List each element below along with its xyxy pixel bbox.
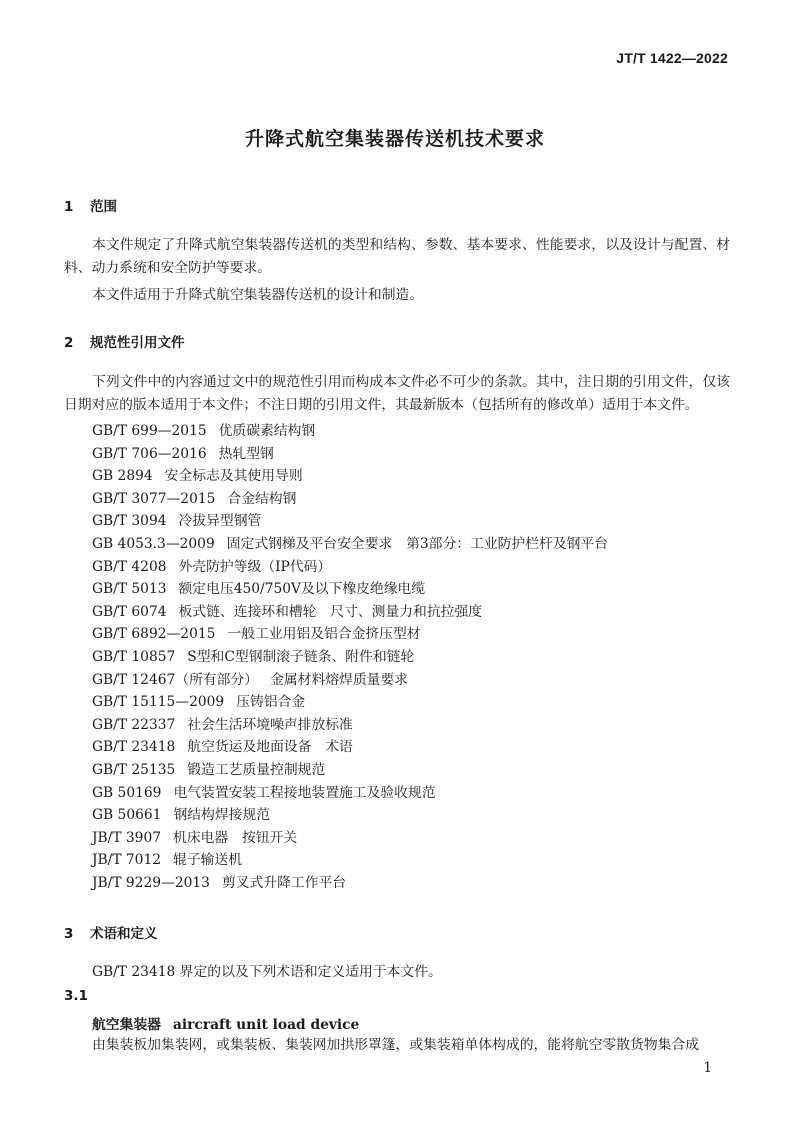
reference-title: 机床电器 按钮开关 xyxy=(173,829,298,846)
reference-code: GB/T 25135 xyxy=(92,761,176,778)
term-definition: 由集装板加集装网，或集装板、集装网加拱形罩篷，或集装箱单体构成的，能将航空零散货物集合成 xyxy=(92,1037,700,1053)
reference-title: 社会生活环境噪声排放标准 xyxy=(187,716,353,733)
reference-item xyxy=(92,646,608,669)
reference-item xyxy=(92,533,608,556)
reference-item xyxy=(92,849,608,872)
reference-title: 冷拔异型钢管 xyxy=(178,513,262,530)
section-2-heading xyxy=(64,331,185,351)
reference-title: 一般工业用铝及铝合金挤压型材 xyxy=(227,626,421,643)
reference-code: GB 4053.3—2009 xyxy=(92,535,215,552)
reference-item xyxy=(92,669,608,692)
reference-title: 金属材料熔焊质量要求 xyxy=(270,671,409,688)
section-title: 术语和定义 xyxy=(90,926,158,942)
reference-item xyxy=(92,804,608,827)
term-chinese: 航空集装器 xyxy=(92,1017,161,1033)
reference-title: 安全标志及其使用导则 xyxy=(164,468,303,485)
reference-title: 额定电压450/750V及以下橡皮绝缘电缆 xyxy=(178,581,426,598)
references-intro: 下列文件中的内容通过文中的规范性引用而构成本文件必不可少的条款。其中，注日期的引用文件，仅该日期对应的版本适用于本文件；不注日期的引用文件，其最新版本（包括所有的修改单）适用于本文件。 xyxy=(64,374,730,413)
subsection-number: 3.1 xyxy=(64,988,88,1004)
reference-title: 辊子输送机 xyxy=(173,852,243,869)
reference-item xyxy=(92,420,608,443)
reference-item xyxy=(92,488,608,511)
reference-item xyxy=(92,714,608,737)
document-title: 升降式航空集装器传送机技术要求 xyxy=(244,128,545,150)
term-english: aircraft unit load device xyxy=(172,1017,360,1033)
reference-title: 钢结构焊接规范 xyxy=(173,807,271,824)
scope-paragraph-1: 本文件规定了升降式航空集装器传送机的类型和结构、参数、基本要求、性能要求，以及设计与配置、材料、动力系统和安全防护等要求。 xyxy=(64,237,730,276)
reference-code: GB/T 3094 xyxy=(92,513,167,530)
reference-item xyxy=(92,601,608,624)
reference-code: GB/T 6074 xyxy=(92,603,167,620)
reference-item xyxy=(92,578,608,601)
reference-title: 优质碳素结构钢 xyxy=(218,423,316,439)
reference-title: 外壳防护等级（IP代码） xyxy=(178,558,332,575)
section-1-heading xyxy=(64,195,117,215)
reference-title: S型和C型钢制滚子链条、附件和链轮 xyxy=(187,648,415,665)
reference-item xyxy=(92,782,608,805)
terms-intro: GB/T 23418 界定的以及下列术语和定义适用于本文件。 xyxy=(92,964,442,980)
reference-title: 压铸铝合金 xyxy=(236,694,306,711)
reference-code: GB/T 699—2015 xyxy=(92,423,207,439)
reference-title: 板式链、连接环和槽轮 尺寸、测量力和抗拉强度 xyxy=(178,603,483,620)
reference-item xyxy=(92,623,608,646)
reference-code: GB/T 22337 xyxy=(92,716,176,733)
reference-title: 合金结构钢 xyxy=(227,490,297,507)
reference-code: JB/T 7012 xyxy=(92,852,162,869)
reference-list xyxy=(92,420,608,894)
reference-item xyxy=(92,510,608,533)
section-number: 1 xyxy=(64,199,74,215)
reference-item xyxy=(92,443,608,466)
reference-title: 航空货运及地面设备 术语 xyxy=(187,739,353,756)
section-title: 规范性引用文件 xyxy=(90,335,185,351)
page-number: 1 xyxy=(703,1060,712,1076)
reference-item xyxy=(92,759,608,782)
reference-title: 电气装置安装工程接地装置施工及验收规范 xyxy=(173,784,436,801)
reference-code: GB/T 15115—2009 xyxy=(92,694,225,711)
reference-code: GB/T 5013 xyxy=(92,581,167,598)
reference-title: 锻造工艺质量控制规范 xyxy=(187,761,326,778)
reference-code: GB 50661 xyxy=(92,807,162,824)
reference-code: GB/T 3077—2015 xyxy=(92,490,216,507)
section-title: 范围 xyxy=(90,199,117,215)
reference-code: JB/T 9229—2013 xyxy=(92,874,210,891)
reference-item xyxy=(92,691,608,714)
reference-item xyxy=(92,872,608,895)
term-entry xyxy=(92,1013,359,1033)
reference-code: GB/T 10857 xyxy=(92,648,176,665)
reference-item xyxy=(92,827,608,850)
scope-paragraph-2: 本文件适用于升降式航空集装器传送机的设计和制造。 xyxy=(92,287,424,303)
reference-title: 剪叉式升降工作平台 xyxy=(221,874,347,891)
standard-number: JT/T 1422—2022 xyxy=(616,50,728,66)
section-3-heading xyxy=(64,922,158,942)
section-number: 3 xyxy=(64,926,74,942)
reference-code: GB/T 4208 xyxy=(92,558,167,575)
reference-item xyxy=(92,556,608,579)
reference-code: GB/T 6892—2015 xyxy=(92,626,216,643)
reference-code: GB/T 23418 xyxy=(92,739,176,756)
reference-code: JB/T 3907 xyxy=(92,829,162,846)
reference-code: GB 50169 xyxy=(92,784,162,801)
reference-code: GB 2894 xyxy=(92,468,153,485)
reference-item xyxy=(92,736,608,759)
reference-title: 热轧型钢 xyxy=(218,445,274,462)
section-number: 2 xyxy=(64,335,74,351)
reference-title: 固定式钢梯及平台安全要求 第3部分：工业防护栏杆及钢平台 xyxy=(226,535,609,552)
reference-item xyxy=(92,465,608,488)
reference-code: GB/T 706—2016 xyxy=(92,445,207,462)
reference-code: GB/T 12467（所有部分） xyxy=(92,671,259,688)
